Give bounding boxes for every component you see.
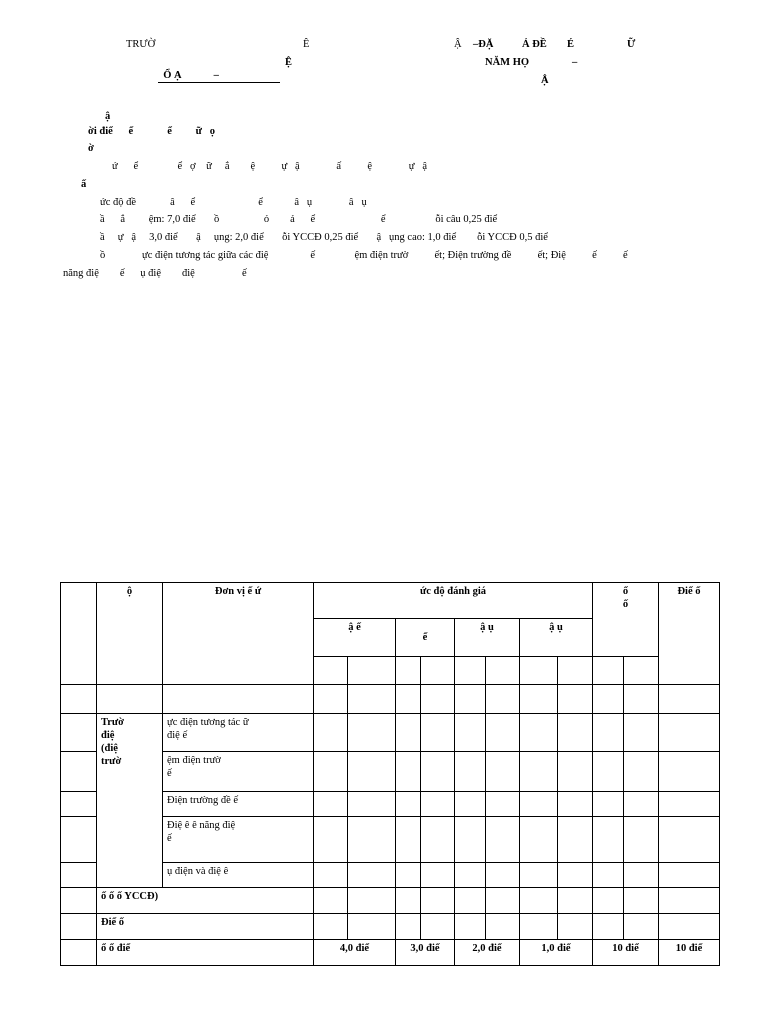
body-line: ầ ắ ệm: 7,0 điể ồ ỏ ả ể ể ỗi câu 0,25 điể — [100, 214, 498, 225]
header-level-1: ậ ế — [314, 619, 396, 657]
table-cell — [421, 792, 455, 817]
table-cell — [61, 685, 97, 714]
unit-capacitor: ụ điện và điệ ê — [163, 863, 314, 888]
table-cell — [558, 817, 593, 863]
table-cell — [593, 657, 624, 685]
table-cell — [396, 863, 421, 888]
table-cell — [659, 792, 720, 817]
unit-uniform-field: Điện trường đề ế — [163, 792, 314, 817]
table-cell — [520, 714, 558, 752]
table-cell — [659, 685, 720, 714]
total-count-sum: 10 điể — [593, 940, 659, 966]
table-cell — [348, 752, 396, 792]
table-cell — [486, 657, 520, 685]
school-name-suffix: Ê — [303, 39, 310, 50]
section-heading: ậ — [105, 111, 111, 122]
header-cell-index — [61, 583, 97, 685]
table-cell — [624, 888, 659, 914]
table-cell — [593, 792, 624, 817]
table-cell — [593, 714, 624, 752]
header-level-4: ậ ụ — [520, 619, 593, 657]
school-name: TRƯỜ — [126, 39, 156, 50]
table-cell — [558, 657, 593, 685]
table-cell — [455, 752, 486, 792]
table-cell — [593, 685, 624, 714]
table-cell — [455, 714, 486, 752]
table-cell — [396, 657, 421, 685]
table-cell — [455, 863, 486, 888]
table-cell — [520, 685, 558, 714]
table-cell — [659, 817, 720, 863]
table-cell — [396, 752, 421, 792]
table-cell — [593, 888, 624, 914]
department-part-2: – — [213, 70, 219, 81]
table-cell — [486, 914, 520, 940]
table-cell — [455, 914, 486, 940]
unit-coulomb: ực điện tương tác ữ điệ ế — [163, 714, 314, 752]
table-cell — [421, 817, 455, 863]
table-cell — [659, 714, 720, 752]
table-cell — [455, 685, 486, 714]
table-cell — [314, 888, 348, 914]
table-cell — [314, 817, 348, 863]
table-cell — [348, 863, 396, 888]
header-score: Điể ố — [659, 583, 720, 685]
table-cell — [314, 792, 348, 817]
header-topic: ộ — [97, 583, 163, 685]
table-cell — [520, 817, 558, 863]
doc-title-part-3: Ả ĐỀ — [522, 39, 547, 50]
table-cell — [314, 863, 348, 888]
topic-electric-field: Trườ điệ (điệ trườ — [97, 714, 163, 888]
unit-field-concept: ệm điện trườ ế — [163, 752, 314, 792]
doc-title-part-1: Ậ — [454, 39, 462, 50]
header-unit: Đơn vị ế ứ — [163, 583, 314, 685]
table-cell — [396, 685, 421, 714]
table-cell — [348, 685, 396, 714]
row-question-count: ố ố ố YCCĐ) — [97, 888, 314, 914]
department-suffix: Ệ — [285, 57, 293, 68]
table-cell — [61, 792, 97, 817]
header-levels: ức độ đánh giá — [314, 583, 593, 619]
table-cell — [520, 863, 558, 888]
table-cell — [593, 817, 624, 863]
table-cell — [421, 752, 455, 792]
table-cell — [624, 657, 659, 685]
doc-title-part-2: –ĐẶ — [473, 39, 494, 50]
doc-title-part-5: Ữ — [627, 39, 636, 50]
school-year-label: NĂM HỌ — [485, 57, 530, 68]
table-cell — [486, 817, 520, 863]
table-cell — [558, 914, 593, 940]
table-cell — [421, 914, 455, 940]
table-cell — [558, 685, 593, 714]
body-line: ầ ự ậ 3,0 điể ậ ụng: 2,0 điể ỗi YCCĐ 0,25 điể ậ ụng cao: 1,0 điể ỗi YCCĐ 0,5 điể — [100, 232, 548, 243]
body-line: ấ — [81, 179, 87, 190]
table-cell — [163, 685, 314, 714]
table-cell — [593, 752, 624, 792]
table-cell — [486, 752, 520, 792]
table-cell — [558, 714, 593, 752]
table-cell — [558, 752, 593, 792]
table-cell — [348, 657, 396, 685]
table-cell — [421, 863, 455, 888]
table-cell — [421, 657, 455, 685]
table-cell — [455, 657, 486, 685]
table-cell — [624, 817, 659, 863]
table-cell — [61, 888, 97, 914]
header-level-3: ậ ụ — [455, 619, 520, 657]
table-cell — [61, 752, 97, 792]
table-cell — [455, 817, 486, 863]
table-cell — [593, 914, 624, 940]
table-cell — [348, 817, 396, 863]
table-cell — [314, 752, 348, 792]
total-score-sum: 10 điể — [659, 940, 720, 966]
table-cell — [97, 685, 163, 714]
table-cell — [455, 792, 486, 817]
table-cell — [624, 863, 659, 888]
table-cell — [659, 888, 720, 914]
header-total-count: ổ ố — [593, 583, 659, 657]
table-cell — [486, 888, 520, 914]
table-cell — [624, 792, 659, 817]
body-line: ờ — [88, 143, 94, 154]
table-cell — [421, 888, 455, 914]
table-cell — [314, 714, 348, 752]
table-cell — [396, 888, 421, 914]
total-level-1: 4,0 điể — [314, 940, 396, 966]
table-cell — [61, 914, 97, 940]
body-line: ứ ể ể ợ ữ ắ ệ ự ậ ấ ệ ự ậ — [112, 161, 427, 172]
total-level-3: 2,0 điể — [455, 940, 520, 966]
table-cell — [396, 914, 421, 940]
body-line: ời điể ể ể ữ ọ — [88, 126, 216, 137]
body-line: ồ ực điện tương tác giữa các điệ ế ệm điện trườ ết; Điện trường đề ết; Điệ ế ế — [100, 250, 628, 261]
table-cell — [520, 752, 558, 792]
table-cell — [624, 914, 659, 940]
table-cell — [348, 792, 396, 817]
table-cell — [624, 752, 659, 792]
table-cell — [396, 792, 421, 817]
table-cell — [486, 685, 520, 714]
body-line: năng điệ ế ụ điệ điệ ế — [63, 268, 247, 279]
table-cell — [314, 914, 348, 940]
subject-name: Ậ — [541, 75, 549, 86]
department-name — [158, 56, 280, 83]
table-cell — [624, 685, 659, 714]
table-cell — [558, 863, 593, 888]
table-cell — [348, 714, 396, 752]
table-cell — [421, 714, 455, 752]
table-cell — [348, 914, 396, 940]
table-cell — [396, 817, 421, 863]
table-cell — [520, 792, 558, 817]
row-total-score: ổ ổ điể — [97, 940, 314, 966]
table-cell — [421, 685, 455, 714]
table-cell — [61, 863, 97, 888]
table-cell — [624, 714, 659, 752]
table-cell — [659, 752, 720, 792]
total-level-4: 1,0 điể — [520, 940, 593, 966]
table-cell — [61, 714, 97, 752]
table-cell — [455, 888, 486, 914]
table-cell — [486, 863, 520, 888]
table-cell — [558, 792, 593, 817]
row-score: Điể ố — [97, 914, 314, 940]
body-line: ức độ đề â ể ể â ụ â ụ — [100, 197, 367, 208]
table-cell — [520, 914, 558, 940]
table-cell — [593, 863, 624, 888]
table-cell — [314, 657, 348, 685]
table-cell — [61, 817, 97, 863]
doc-title-part-4: É — [567, 39, 575, 50]
table-cell — [659, 863, 720, 888]
table-cell — [486, 714, 520, 752]
table-cell — [659, 914, 720, 940]
total-level-2: 3,0 điể — [396, 940, 455, 966]
table-cell — [486, 792, 520, 817]
table-cell — [61, 940, 97, 966]
table-cell — [520, 657, 558, 685]
table-cell — [396, 714, 421, 752]
table-cell — [348, 888, 396, 914]
department-part-1: Ổ Ạ — [163, 70, 182, 81]
table-cell — [558, 888, 593, 914]
table-cell — [314, 685, 348, 714]
header-level-2: ể — [396, 619, 455, 657]
table-cell — [520, 888, 558, 914]
unit-potential: Điệ ê ê năng điệ ế — [163, 817, 314, 863]
school-year-dash: – — [572, 57, 578, 68]
assessment-matrix-table — [60, 582, 720, 966]
